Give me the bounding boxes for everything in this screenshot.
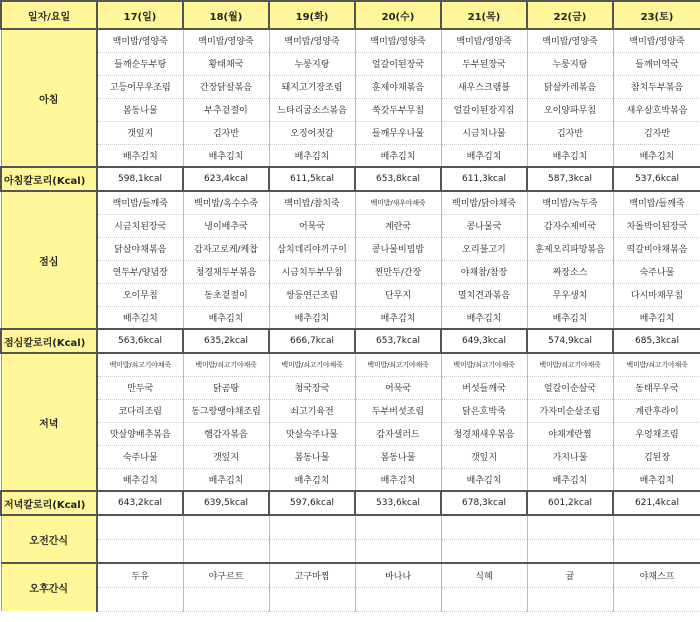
kcal-cell: 597,6kcal — [269, 491, 355, 515]
snack-cell — [355, 515, 441, 539]
menu-cell: 배추김치 — [355, 144, 441, 167]
menu-cell: 청경채새우볶음 — [441, 422, 527, 445]
menu-cell: 쌍둥연근조림 — [269, 283, 355, 306]
menu-cell: 봄동나물 — [269, 445, 355, 468]
dinner-row — [1, 445, 700, 468]
menu-cell: 갯잎지 — [441, 445, 527, 468]
lunch-row — [1, 260, 700, 283]
am-snack-row — [1, 539, 700, 563]
menu-cell: 맛살양배추볶음 — [97, 422, 183, 445]
menu-cell: 백미밥/쇠고기야채죽 — [97, 353, 183, 376]
kcal-cell: 639,5kcal — [183, 491, 269, 515]
menu-cell: 맛살숙주나물 — [269, 422, 355, 445]
kcal-cell: 537,6kcal — [613, 167, 700, 191]
menu-cell: 연두부/양념장 — [97, 260, 183, 283]
menu-cell: 들깨무우나물 — [355, 121, 441, 144]
menu-cell: 김자반 — [613, 121, 700, 144]
day-header: 18(월) — [183, 1, 269, 29]
menu-cell: 백미밥/녹두죽 — [527, 191, 613, 214]
menu-cell: 갯잎지 — [97, 121, 183, 144]
kcal-cell: 574,9kcal — [527, 329, 613, 353]
menu-cell: 야채참/참장 — [441, 260, 527, 283]
menu-cell: 청국장국 — [269, 376, 355, 399]
kcal-cell: 649,3kcal — [441, 329, 527, 353]
menu-cell: 훈제오리파망볶음 — [527, 237, 613, 260]
snack-cell — [613, 587, 700, 611]
menu-cell: 배추김치 — [527, 468, 613, 491]
kcal-cell: 601,2kcal — [527, 491, 613, 515]
menu-cell: 배추김치 — [355, 468, 441, 491]
menu-cell: 동초겉절이 — [183, 283, 269, 306]
dinner-kcal-label: 저녁칼로리(Kcal) — [1, 491, 97, 515]
menu-cell: 닭곰탕 — [183, 376, 269, 399]
am-snack-row — [1, 515, 700, 539]
snack-cell — [527, 539, 613, 563]
menu-cell: 단무지 — [355, 283, 441, 306]
menu-cell: 콩나물비빔밥 — [355, 237, 441, 260]
snack-cell: 바나나 — [355, 563, 441, 587]
snack-cell — [97, 587, 183, 611]
menu-cell: 배추김치 — [97, 144, 183, 167]
kcal-cell: 623,4kcal — [183, 167, 269, 191]
menu-cell: 배추김치 — [269, 468, 355, 491]
menu-cell: 콩나물국 — [441, 214, 527, 237]
menu-cell: 차돌박이된장국 — [613, 214, 700, 237]
menu-cell: 누룽지탕 — [527, 52, 613, 75]
menu-cell: 백미밥/영양죽 — [441, 29, 527, 52]
menu-cell: 백미밥/새우야채죽 — [355, 191, 441, 214]
menu-cell: 계란국 — [355, 214, 441, 237]
breakfast-row — [1, 75, 700, 98]
menu-cell: 얼갈이된장지짐 — [441, 98, 527, 121]
pm-snack-label: 오후간식 — [1, 563, 97, 611]
menu-cell: 코다리조림 — [97, 399, 183, 422]
lunch-row — [1, 306, 700, 329]
lunch-label: 점심 — [1, 191, 97, 329]
snack-cell: 식혜 — [441, 563, 527, 587]
menu-cell: 백미밥/쇠고기야채죽 — [613, 353, 700, 376]
menu-cell: 냉이배추국 — [183, 214, 269, 237]
kcal-cell: 678,3kcal — [441, 491, 527, 515]
menu-cell: 동태무우국 — [613, 376, 700, 399]
kcal-cell: 587,3kcal — [527, 167, 613, 191]
breakfast-row — [1, 121, 700, 144]
day-header: 17(일) — [97, 1, 183, 29]
snack-cell — [441, 539, 527, 563]
dinner-row — [1, 376, 700, 399]
dinner-row — [1, 468, 700, 491]
menu-cell: 두부된장국 — [441, 52, 527, 75]
menu-cell: 만두국 — [97, 376, 183, 399]
breakfast-row — [1, 144, 700, 167]
menu-cell: 백미밥/쇠고기야채죽 — [527, 353, 613, 376]
menu-cell: 배추김치 — [269, 306, 355, 329]
menu-cell: 김된장 — [613, 445, 700, 468]
snack-cell: 귤 — [527, 563, 613, 587]
menu-cell: 가자미순살조림 — [527, 399, 613, 422]
menu-cell: 참치두부볶음 — [613, 75, 700, 98]
day-header: 22(금) — [527, 1, 613, 29]
breakfast-row — [1, 98, 700, 121]
snack-cell — [269, 539, 355, 563]
menu-cell: 백미밥/쇠고기야채죽 — [355, 353, 441, 376]
menu-cell: 삼치데리야끼구이 — [269, 237, 355, 260]
menu-cell: 새우살호박볶음 — [613, 98, 700, 121]
menu-cell: 오리불고기 — [441, 237, 527, 260]
dinner-row — [1, 353, 700, 376]
snack-cell — [269, 515, 355, 539]
menu-cell: 배추김치 — [183, 468, 269, 491]
menu-cell: 다시마채무침 — [613, 283, 700, 306]
menu-cell: 김자반 — [527, 121, 613, 144]
menu-cell: 야채계란찜 — [527, 422, 613, 445]
dinner-kcal-row — [1, 491, 700, 515]
menu-cell: 멸치견과볶음 — [441, 283, 527, 306]
menu-cell: 두부버섯조림 — [355, 399, 441, 422]
menu-cell: 닭은호박죽 — [441, 399, 527, 422]
menu-cell: 백미밥/영양죽 — [355, 29, 441, 52]
day-header: 19(화) — [269, 1, 355, 29]
menu-cell: 백미밥/옥수수죽 — [183, 191, 269, 214]
menu-cell: 백미밥/영양죽 — [613, 29, 700, 52]
lunch-row — [1, 191, 700, 214]
breakfast-kcal-label: 아침칼로리(Kcal) — [1, 167, 97, 191]
menu-cell: 백미밥/영양죽 — [97, 29, 183, 52]
snack-cell: 고구마찜 — [269, 563, 355, 587]
menu-cell: 배추김치 — [355, 306, 441, 329]
lunch-row — [1, 283, 700, 306]
lunch-kcal-row — [1, 329, 700, 353]
snack-cell — [183, 515, 269, 539]
menu-cell: 햄감자볶음 — [183, 422, 269, 445]
menu-cell: 배추김치 — [441, 306, 527, 329]
pm-snack-row — [1, 587, 700, 611]
menu-cell: 얼갈이된장국 — [355, 52, 441, 75]
menu-cell: 누룽지탕 — [269, 52, 355, 75]
menu-cell: 우엉채조림 — [613, 422, 700, 445]
menu-cell: 봄동나물 — [355, 445, 441, 468]
menu-cell: 떡갈비야채볶음 — [613, 237, 700, 260]
menu-cell: 배추김치 — [441, 468, 527, 491]
breakfast-row — [1, 52, 700, 75]
menu-cell: 배추김치 — [183, 144, 269, 167]
menu-cell: 백미밥/닭야채죽 — [441, 191, 527, 214]
snack-cell — [355, 587, 441, 611]
menu-cell: 숙주나물 — [97, 445, 183, 468]
menu-cell: 배추김치 — [183, 306, 269, 329]
menu-cell: 백미밥/들깨죽 — [613, 191, 700, 214]
day-header: 23(토) — [613, 1, 700, 29]
menu-cell: 찐만두/간장 — [355, 260, 441, 283]
menu-cell: 배추김치 — [269, 144, 355, 167]
kcal-cell: 611,5kcal — [269, 167, 355, 191]
snack-cell — [527, 515, 613, 539]
kcal-cell: 653,8kcal — [355, 167, 441, 191]
menu-cell: 느타리굴소스볶음 — [269, 98, 355, 121]
menu-cell: 배추김치 — [97, 306, 183, 329]
menu-cell: 계란후라이 — [613, 399, 700, 422]
kcal-cell: 685,3kcal — [613, 329, 700, 353]
menu-cell: 백미밥/영양죽 — [183, 29, 269, 52]
menu-cell: 짜장소스 — [527, 260, 613, 283]
menu-cell: 들깨미역국 — [613, 52, 700, 75]
menu-cell: 닭살카레볶음 — [527, 75, 613, 98]
menu-cell: 백미밥/영양죽 — [269, 29, 355, 52]
menu-cell: 배추김치 — [527, 306, 613, 329]
menu-cell: 버섯들깨국 — [441, 376, 527, 399]
menu-cell: 백미밥/영양죽 — [527, 29, 613, 52]
kcal-cell: 621,4kcal — [613, 491, 700, 515]
day-header: 20(수) — [355, 1, 441, 29]
menu-cell: 배추김치 — [97, 468, 183, 491]
menu-cell: 동그랑땡야채조림 — [183, 399, 269, 422]
kcal-cell: 666,7kcal — [269, 329, 355, 353]
menu-cell: 백미밥/쇠고기야채죽 — [441, 353, 527, 376]
menu-cell: 시금치두부무침 — [269, 260, 355, 283]
snack-cell — [97, 539, 183, 563]
menu-cell: 갯잎지 — [183, 445, 269, 468]
menu-cell: 백미밥/참치죽 — [269, 191, 355, 214]
lunch-row — [1, 237, 700, 260]
kcal-cell: 643,2kcal — [97, 491, 183, 515]
menu-cell: 배추김치 — [613, 468, 700, 491]
menu-cell: 배추김치 — [441, 144, 527, 167]
lunch-kcal-label: 점심칼로리(Kcal) — [1, 329, 97, 353]
snack-cell — [441, 515, 527, 539]
menu-cell: 황태채국 — [183, 52, 269, 75]
menu-cell: 무우생치 — [527, 283, 613, 306]
menu-cell: 훈제야채볶음 — [355, 75, 441, 98]
menu-cell: 가지나물 — [527, 445, 613, 468]
snack-cell: 야채스프 — [613, 563, 700, 587]
menu-cell: 백미밥/쇠고기야채죽 — [269, 353, 355, 376]
menu-cell: 배추김치 — [527, 144, 613, 167]
menu-cell: 얼갈이순살국 — [527, 376, 613, 399]
pm-snack-row — [1, 563, 700, 587]
breakfast-row — [1, 29, 700, 52]
menu-cell: 백미밥/쇠고기야채죽 — [183, 353, 269, 376]
snack-cell: 두유 — [97, 563, 183, 587]
dinner-row — [1, 422, 700, 445]
menu-cell: 오이양파무침 — [527, 98, 613, 121]
menu-cell: 닭살야채볶음 — [97, 237, 183, 260]
snack-cell — [355, 539, 441, 563]
menu-cell: 백미밥/들깨죽 — [97, 191, 183, 214]
menu-cell: 오이무침 — [97, 283, 183, 306]
menu-cell: 감자샐러드 — [355, 422, 441, 445]
snack-cell — [613, 539, 700, 563]
snack-cell — [527, 587, 613, 611]
menu-cell: 시금치나물 — [441, 121, 527, 144]
menu-cell: 부추겉절이 — [183, 98, 269, 121]
menu-cell: 어묵국 — [269, 214, 355, 237]
menu-cell: 쇠고기육전 — [269, 399, 355, 422]
menu-cell: 감자수제비국 — [527, 214, 613, 237]
kcal-cell: 533,6kcal — [355, 491, 441, 515]
menu-cell: 김자반 — [183, 121, 269, 144]
breakfast-kcal-row — [1, 167, 700, 191]
menu-cell: 간장닭살볶음 — [183, 75, 269, 98]
kcal-cell: 563,6kcal — [97, 329, 183, 353]
dinner-row — [1, 399, 700, 422]
menu-cell: 들깨순두부탕 — [97, 52, 183, 75]
menu-cell: 배추김치 — [613, 144, 700, 167]
menu-cell: 봄동나물 — [97, 98, 183, 121]
menu-cell: 고등어무우조림 — [97, 75, 183, 98]
menu-cell: 돼지고기장조림 — [269, 75, 355, 98]
snack-cell — [269, 587, 355, 611]
am-snack-label: 오전간식 — [1, 515, 97, 563]
kcal-cell: 653,7kcal — [355, 329, 441, 353]
kcal-cell: 598,1kcal — [97, 167, 183, 191]
header-row — [1, 1, 700, 29]
lunch-row — [1, 214, 700, 237]
snack-cell — [441, 587, 527, 611]
menu-cell: 숙주나물 — [613, 260, 700, 283]
breakfast-label: 아침 — [1, 29, 97, 167]
day-header: 21(목) — [441, 1, 527, 29]
corner-header: 일자/요일 — [1, 1, 97, 29]
kcal-cell: 611,3kcal — [441, 167, 527, 191]
dinner-label: 저녁 — [1, 353, 97, 491]
menu-cell: 오징어젓갈 — [269, 121, 355, 144]
snack-cell — [613, 515, 700, 539]
snack-cell — [183, 539, 269, 563]
menu-cell: 배추김치 — [613, 306, 700, 329]
snack-cell — [183, 587, 269, 611]
menu-cell: 감자고로케/케찹 — [183, 237, 269, 260]
kcal-cell: 635,2kcal — [183, 329, 269, 353]
snack-cell: 야구르트 — [183, 563, 269, 587]
menu-cell: 새우스크램블 — [441, 75, 527, 98]
menu-cell: 청경채두부볶음 — [183, 260, 269, 283]
menu-cell: 시금치된장국 — [97, 214, 183, 237]
menu-cell: 어묵국 — [355, 376, 441, 399]
snack-cell — [97, 515, 183, 539]
menu-cell: 쑥갓두부무침 — [355, 98, 441, 121]
